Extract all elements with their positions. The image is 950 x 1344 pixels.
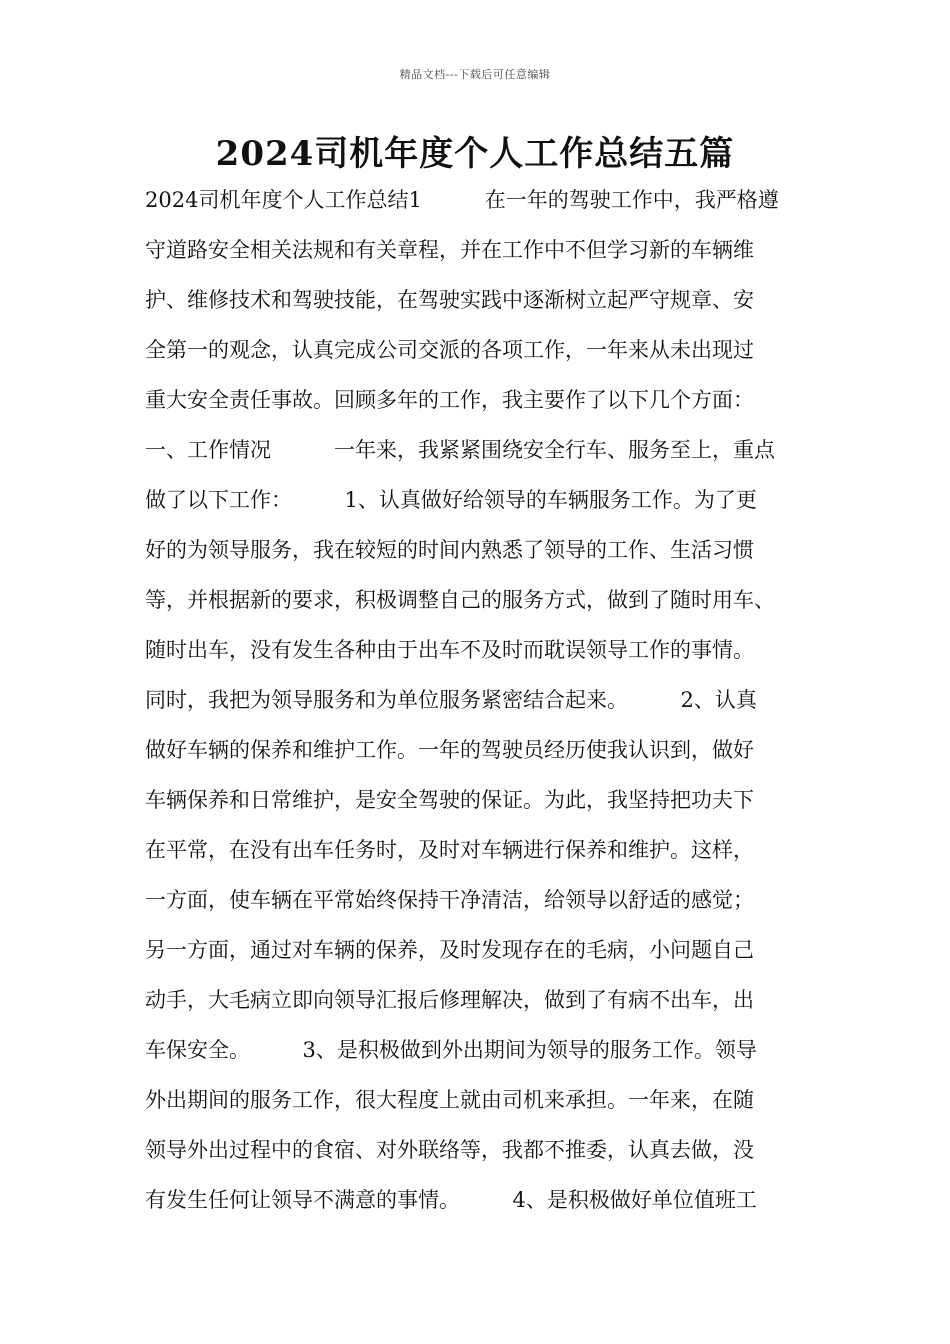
- text-line: 动手，大毛病立即向领导汇报后修理解决，做到了有病不出车，出: [145, 988, 754, 1012]
- text-line: 做了以下工作： 1、认真做好给领导的车辆服务工作。为了更: [145, 488, 757, 512]
- text-line: 外出期间的服务工作，很大程度上就由司机来承担。一年来，在随: [145, 1088, 754, 1112]
- text-line: 一、工作情况 一年来，我紧紧围绕安全行车、服务至上，重点: [145, 438, 775, 462]
- text-line: 随时出车，没有发生各种由于出车不及时而耽误领导工作的事情。: [145, 638, 754, 662]
- text-line: 有发生任何让领导不满意的事情。 4、是积极做好单位值班工: [145, 1188, 757, 1212]
- text-line: 车保安全。 3、是积极做到外出期间为领导的服务工作。领导: [145, 1038, 757, 1062]
- text-line: 2024司机年度个人工作总结1 在一年的驾驶工作中，我严格遵: [145, 188, 779, 212]
- text-line: 守道路安全相关法规和有关章程，并在工作中不但学习新的车辆维: [145, 238, 754, 262]
- text-line: 一方面，使车辆在平常始终保持干净清洁，给领导以舒适的感觉；: [145, 888, 754, 912]
- text-line: 领导外出过程中的食宿、对外联络等，我都不推委，认真去做，没: [145, 1138, 754, 1162]
- text-line: 好的为领导服务，我在较短的时间内熟悉了领导的工作、生活习惯: [145, 538, 754, 562]
- text-line: 车辆保养和日常维护，是安全驾驶的保证。为此，我坚持把功夫下: [145, 788, 754, 812]
- text-line: 等，并根据新的要求，积极调整自己的服务方式，做到了随时用车、: [145, 588, 775, 612]
- text-line: 同时，我把为领导服务和为单位服务紧密结合起来。 2、认真: [145, 688, 757, 712]
- text-line: 另一方面，通过对车辆的保养，及时发现存在的毛病，小问题自己: [145, 938, 754, 962]
- text-line: 做好车辆的保养和维护工作。一年的驾驶员经历使我认识到，做好: [145, 738, 754, 762]
- header-note: 精品文档---下载后可任意编辑: [399, 68, 551, 81]
- text-line: 在平常，在没有出车任务时，及时对车辆进行保养和维护。这样，: [145, 838, 754, 862]
- text-line: 重大安全责任事故。回顾多年的工作，我主要作了以下几个方面：: [145, 388, 754, 412]
- body-text: [145, 180, 825, 1230]
- text-line: 护、维修技术和驾驶技能，在驾驶实践中逐渐树立起严守规章、安: [145, 288, 754, 312]
- text-line: 全第一的观念，认真完成公司交派的各项工作，一年来从未出现过: [145, 338, 754, 362]
- document-title: 2024司机年度个人工作总结五篇: [215, 134, 735, 174]
